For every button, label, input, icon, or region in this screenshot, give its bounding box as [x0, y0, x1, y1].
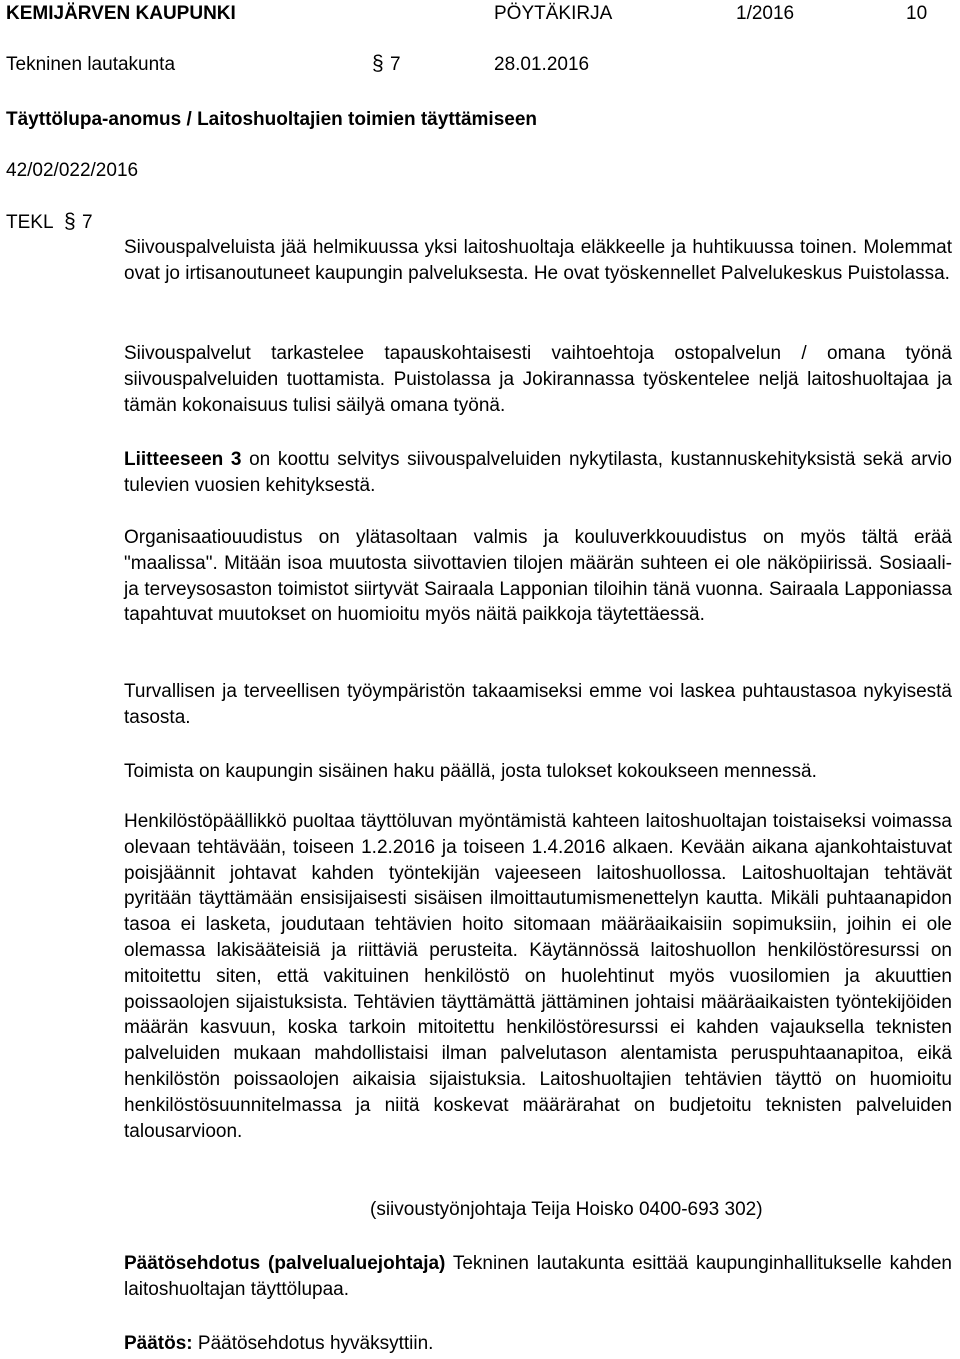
document-type: PÖYTÄKIRJA [494, 3, 613, 24]
decision-proposal [124, 1251, 952, 1303]
proposal-label: Päätösehdotus (palvelualuejohtaja) [124, 1253, 446, 1274]
decision [124, 1331, 952, 1357]
item-number: 7 [82, 212, 93, 233]
paragraph-internal-search: Toimista on kaupungin sisäinen haku päällä, josta tulokset kokoukseen mennessä. [124, 761, 817, 782]
section-number: 7 [390, 54, 401, 75]
item-section-symbol: § [64, 210, 76, 233]
paragraph-services: Siivouspalvelut tarkastelee tapauskohtaisesti vaihtoehtoja ostopalvelun / omana työnä siivouspalveluiden tuottamista. Puistolassa ja Jokirannassa työskentelee neljä laitoshuoltajaa ja tämän kokonaisuus tulisi säilyä omana työnä. [124, 343, 952, 416]
section-symbol: § [372, 52, 384, 75]
attachment-reference: Liitteeseen 3 [124, 449, 242, 470]
meeting-date: 28.01.2016 [494, 54, 590, 75]
page-title: Täyttölupa-anomus / Laitoshuoltajien toimien täyttämiseen [6, 109, 538, 130]
paragraph-attachment [124, 447, 952, 499]
case-number: 42/02/022/2016 [6, 160, 139, 181]
contact-signature: (siivoustyönjohtaja Teija Hoisko 0400-693 302) [370, 1199, 763, 1220]
document-number: 1/2016 [736, 3, 795, 24]
proposal-text: Tekninen lautakunta esittää kaupunginhallitukselle kahden laitoshuoltajan täyttölupaa. [124, 1253, 953, 1300]
attachment-text: on koottu selvitys siivouspalveluiden nykytilasta, kustannuskehityksistä sekä arvio tulevien vuosien kehityksestä. [124, 449, 953, 496]
municipality-name: KEMIJÄRVEN KAUPUNKI [6, 3, 236, 24]
paragraph-retirements: Siivouspalveluista jää helmikuussa yksi laitoshuoltaja eläkkeelle ja huhtikuussa toinen. Molemmat ovat jo irtisanoutuneet kaupungin palveluksesta. He ovat työskennellet Palvelukeskus Puistolassa. [124, 237, 952, 284]
paragraph-organisation: Organisaatiouudistus on ylätasoltaan valmis ja kouluverkkouudistus on myös tältä erää "maalissa". Mitään isoa muutosta siivottavien tilojen määrän suhteen ei ole näköpiirissä. Sosiaali- ja terveysosaston toimistot siirtyvät Sairaala Lapponian tiloihin tänä vuonna. Sairaala Lapponiassa tapahtuvat muutokset on huomioitu myös näitä paikkoja täytettäessä. [124, 527, 952, 626]
board-name: Tekninen lautakunta [6, 54, 176, 75]
paragraph-safety: Turvallisen ja terveellisen työympäristön takaamiseksi emme voi laskea puhtaustasoa nykyisestä tasosta. [124, 681, 952, 728]
decision-text: Päätösehdotus hyväksyttiin. [192, 1333, 434, 1354]
decision-label: Päätös: [124, 1333, 193, 1354]
page-number: 10 [906, 3, 928, 24]
item-label: TEKL [6, 212, 54, 233]
paragraph-hr-statement: Henkilöstöpäällikkö puoltaa täyttöluvan myöntämistä kahteen laitoshuoltajan toistaiseksi voimassa olevaan tehtävään, toiseen 1.2.2016 ja toiseen 1.4.2016 alkaen. Kevään aikana ajankohtaistuvat poisjäännit johtavat kahden työntekijän vajeeseen laitoshuollossa. Laitoshuoltajan tehtävät pyritään täyttämään ensisijaisesti sisäisen ilmoittautumismenettelyn kautta. Mikäli puhtaanapidon tasoa ei lasketa, joudutaan tehtävien hoito sitomaan määräaikaisiin sopimuksiin, joihin ei ole olemassa lakisääteisiä ja riittäviä perusteita. Käytännössä laitoshuollon henkilöstöresurssi on mitoitettu siten, että vakituinen henkilöstö on huolehtinut myös vuosilomien ja akuuttien poissaolojen sijaistuksista. Tehtävien täyttämättä jättäminen johtaisi määräaikaisten työntekijöiden määrän kasvuun, koska tarkoin mitoitettu henkilöstöresurssi ei kahden vajauksella teknisten palveluiden mukaan mahdollistaisi ilman palvelutason alentamista peruspuhtaanapitoa, eikä henkilöstön poissaolojen aikaisia sijaistuksia. Laitoshuoltajien tehtävien täyttö on huomioitu henkilöstösuunnitelmassa ja niitä koskevat määrärahat on budjetoitu teknisten palveluiden talousarvioon. [124, 811, 952, 1142]
